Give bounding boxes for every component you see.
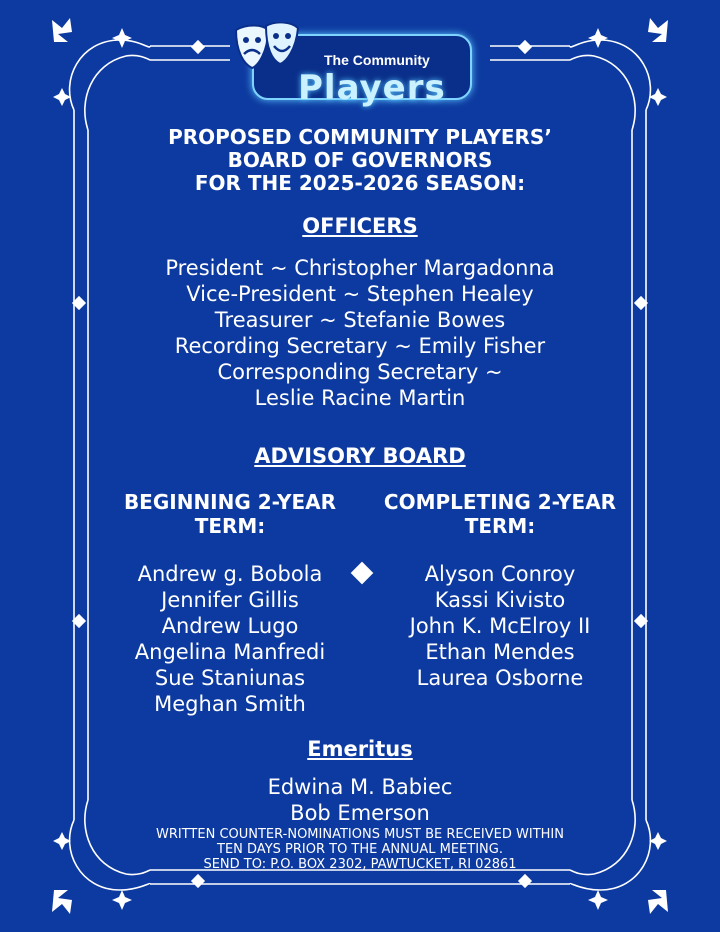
- officer-line: Corresponding Secretary ~: [217, 360, 503, 384]
- heading-line1: PROPOSED COMMUNITY PLAYERS’: [168, 125, 552, 149]
- officer-line: Vice-President ~ Stephen Healey: [186, 282, 534, 306]
- beginning-term-heading: [100, 490, 360, 538]
- emeritus-name: Edwina M. Babiec: [267, 775, 453, 799]
- theater-masks-icon: [232, 22, 306, 82]
- officers-title: OFFICERS: [302, 214, 418, 238]
- completing-heading-line2: TERM:: [464, 514, 536, 538]
- officer-line: Leslie Racine Martin: [254, 386, 466, 410]
- member-name: Meghan Smith: [154, 692, 306, 716]
- member-name: Angelina Manfredi: [134, 640, 326, 664]
- beginning-term-names: [100, 561, 360, 717]
- member-name: Kassi Kivisto: [434, 588, 566, 612]
- officer-line: President ~ Christopher Margadonna: [165, 256, 555, 280]
- officer-line: Recording Secretary ~ Emily Fisher: [174, 334, 546, 358]
- member-name: Jennifer Gillis: [161, 588, 299, 612]
- footer-line2: TEN DAYS PRIOR TO THE ANNUAL MEETING.: [217, 842, 503, 857]
- emeritus-name: Bob Emerson: [290, 801, 430, 825]
- officers-list: [0, 255, 720, 411]
- emeritus-list: [0, 774, 720, 826]
- member-name: Andrew g. Bobola: [137, 562, 323, 586]
- member-name: Laurea Osborne: [416, 666, 584, 690]
- completing-heading-line1: COMPLETING 2-YEAR: [383, 490, 617, 514]
- heading-line2: BOARD OF GOVERNORS: [227, 148, 493, 172]
- heading-line3: FOR THE 2025-2026 SEASON:: [194, 171, 526, 195]
- officer-line: Treasurer ~ Stefanie Bowes: [214, 308, 506, 332]
- beginning-heading-line2: TERM:: [194, 514, 266, 538]
- beginning-heading-line1: BEGINNING 2-YEAR: [123, 490, 337, 514]
- advisory-board-title: ADVISORY BOARD: [254, 444, 466, 468]
- completing-term-heading: [370, 490, 630, 538]
- member-name: Alyson Conroy: [424, 562, 576, 586]
- member-name: John K. McElroy II: [409, 614, 591, 638]
- logo-line1: The Community: [324, 52, 430, 68]
- footer-line3: SEND TO: P.O. BOX 2302, PAWTUCKET, RI 02861: [203, 857, 517, 872]
- emeritus-title: Emeritus: [307, 737, 413, 761]
- community-players-logo: [232, 22, 468, 108]
- logo-line2: Players: [298, 68, 446, 108]
- completing-term-names: [370, 561, 630, 691]
- member-name: Sue Staniunas: [154, 666, 306, 690]
- member-name: Ethan Mendes: [425, 640, 575, 664]
- member-name: Andrew Lugo: [161, 614, 299, 638]
- footer-line1: WRITTEN COUNTER-NOMINATIONS MUST BE RECEIVED WITHIN: [156, 827, 564, 842]
